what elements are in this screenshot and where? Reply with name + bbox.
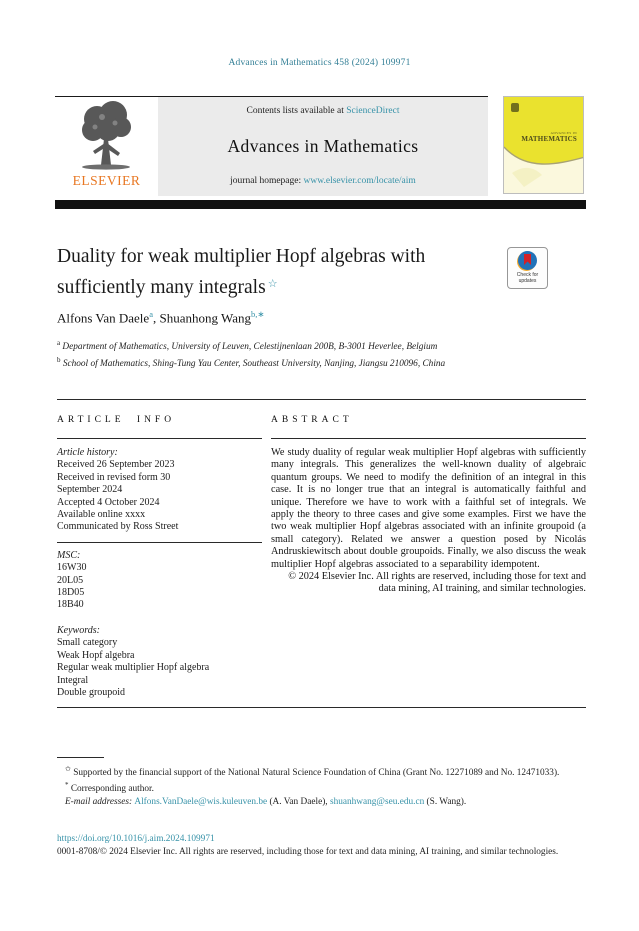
cover-swoosh-graphic xyxy=(504,96,584,193)
email-link-wang[interactable]: shuanhwang@seu.edu.cn xyxy=(329,796,425,807)
homepage-prefix: journal homepage: xyxy=(230,176,304,186)
info-divider-rule xyxy=(57,542,262,543)
funding-text: Supported by the financial support of the National Natural Science Foundation of China (Grant No. 12271089 and No. 12471033). xyxy=(70,768,560,779)
keywords-label: Keywords: xyxy=(57,624,100,636)
author-1-affiliation-mark[interactable]: a xyxy=(149,309,153,319)
info-abstract-columns xyxy=(57,415,586,699)
contents-line xyxy=(246,106,399,116)
check-badge-label: Check for updates xyxy=(516,272,539,284)
issn-rights-line: 0001-8708/© 2024 Elsevier Inc. All rights are reserved, including those for text and data mining, AI training, and similar technologies. xyxy=(57,847,559,858)
email-label: E-mail addresses: xyxy=(65,796,135,807)
section-bottom-rule xyxy=(57,707,586,708)
affiliation-a xyxy=(57,337,449,354)
author-2: Shuanhong Wang xyxy=(159,310,251,326)
elsevier-tree-icon xyxy=(75,99,139,175)
article-history-group xyxy=(57,447,209,534)
funding-footnote xyxy=(57,763,589,779)
affiliation-a-mark: a xyxy=(57,339,61,347)
history-item: Received 26 September 2023 xyxy=(57,459,175,471)
corresponding-author-footnote xyxy=(57,779,589,795)
author-separator: , xyxy=(152,310,160,326)
msc-item: 18D05 xyxy=(57,587,85,599)
sciencedirect-link[interactable]: ScienceDirect xyxy=(346,106,400,116)
email-footnote xyxy=(57,796,589,808)
check-for-updates-badge[interactable] xyxy=(507,247,548,289)
cover-title-large: MATHEMATICS xyxy=(521,135,577,143)
footnotes xyxy=(57,763,589,808)
author-1: Alfons Van Daele xyxy=(57,310,150,326)
elsevier-logo xyxy=(55,99,158,196)
email-link-van-daele[interactable]: Alfons.VanDaele@wis.kuleuven.be xyxy=(134,796,268,807)
abstract-header: ABSTRACT xyxy=(271,415,586,439)
history-item: Available online xxxx xyxy=(57,509,146,521)
history-item: Received in revised form 30 September 2024 xyxy=(57,471,171,496)
homepage-line xyxy=(230,176,416,186)
corresponding-mark: * xyxy=(65,781,69,790)
affiliation-a-text: Department of Mathematics, University of Leuven, Celestijnenlaan 200B, B-3001 Heverlee, Belgium xyxy=(60,342,438,353)
keyword-item: Integral xyxy=(57,674,89,686)
running-head-citation: Advances in Mathematics 458 (2024) 109971 xyxy=(228,58,411,68)
funding-star-mark: ✩ xyxy=(65,765,71,773)
footnote-separator-rule xyxy=(57,757,104,758)
keyword-item: Weak Hopf algebra xyxy=(57,649,135,661)
corresponding-text: Corresponding author. xyxy=(68,784,154,795)
history-label: Article history: xyxy=(57,447,118,458)
keyword-item: Double groupoid xyxy=(57,686,126,698)
crossmark-icon xyxy=(518,251,537,270)
keyword-item: Regular weak multiplier Hopf algebra xyxy=(57,662,210,674)
email-2-name: (S. Wang). xyxy=(424,796,467,807)
affiliation-b xyxy=(57,354,449,371)
msc-item: 16W30 xyxy=(57,562,87,574)
abstract-text: We study duality of regular weak multiplier Hopf algebras with sufficiently many integrals. This generalizes the well-known duality of algebraic quantum groups. We need to modify the definition of an integral in this case. It is no longer true that an integral is automatically faithful and unique. Therefore we have to work with a faithful set of integrals. We apply the theory to three cases and give some examples. First we have the two weak multiplier Hopf algebras associated with an infinite groupoid (a small category). Related we answer a question posed by Nicolás Andruskiewitsch about double groupoids. Finally, we also discuss the weak multiplier Hopf algebras associated to a separability idempotent. xyxy=(271,447,586,570)
journal-homepage-link[interactable]: www.elsevier.com/locate/aim xyxy=(303,176,416,186)
author-line xyxy=(57,309,264,326)
msc-item: 18B40 xyxy=(57,599,84,611)
banner-bottom-bar xyxy=(55,200,586,209)
page-footer xyxy=(57,833,589,858)
elsevier-wordmark: ELSEVIER xyxy=(72,173,141,188)
journal-title: Advances in Mathematics xyxy=(227,135,419,156)
email-1-name: (A. Van Daele), xyxy=(267,796,330,807)
msc-item: 20L05 xyxy=(57,574,84,586)
journal-cover-thumbnail[interactable] xyxy=(503,96,584,194)
section-top-rule xyxy=(57,399,586,400)
affiliation-b-text: School of Mathematics, Shing-Tung Yau Center, Southeast University, Nanjing, Jiangsu 210096, China xyxy=(60,358,446,369)
affiliations xyxy=(57,337,449,370)
keywords-group xyxy=(57,625,217,699)
contents-prefix: Contents lists available at xyxy=(246,106,347,116)
doi-link[interactable]: https://doi.org/10.1016/j.aim.2024.109971 xyxy=(57,834,215,844)
article-title-text: Duality for weak multiplier Hopf algebras with sufficiently many integrals xyxy=(57,246,426,298)
article-title xyxy=(57,243,502,301)
abstract-copyright: © 2024 Elsevier Inc. All rights are reserved, including those for text and data mining, AI training, and similar technologies. xyxy=(288,571,586,595)
history-item: Accepted 4 October 2024 xyxy=(57,496,160,508)
cover-title-small: ADVANCES IN xyxy=(550,131,577,135)
msc-label: MSC: xyxy=(57,549,81,561)
article-info-column xyxy=(57,415,262,699)
affiliation-b-mark: b xyxy=(57,355,61,364)
title-footnote-star[interactable]: ☆ xyxy=(267,277,278,290)
author-2-affiliation-mark[interactable]: b,∗ xyxy=(250,309,265,319)
abstract-column xyxy=(271,415,586,699)
history-item: Communicated by Ross Street xyxy=(57,521,179,533)
journal-banner xyxy=(158,97,488,196)
article-info-header: ARTICLE INFO xyxy=(57,415,262,439)
bookmark-icon xyxy=(524,254,531,265)
msc-group xyxy=(57,550,209,612)
keyword-item: Small category xyxy=(57,637,118,649)
